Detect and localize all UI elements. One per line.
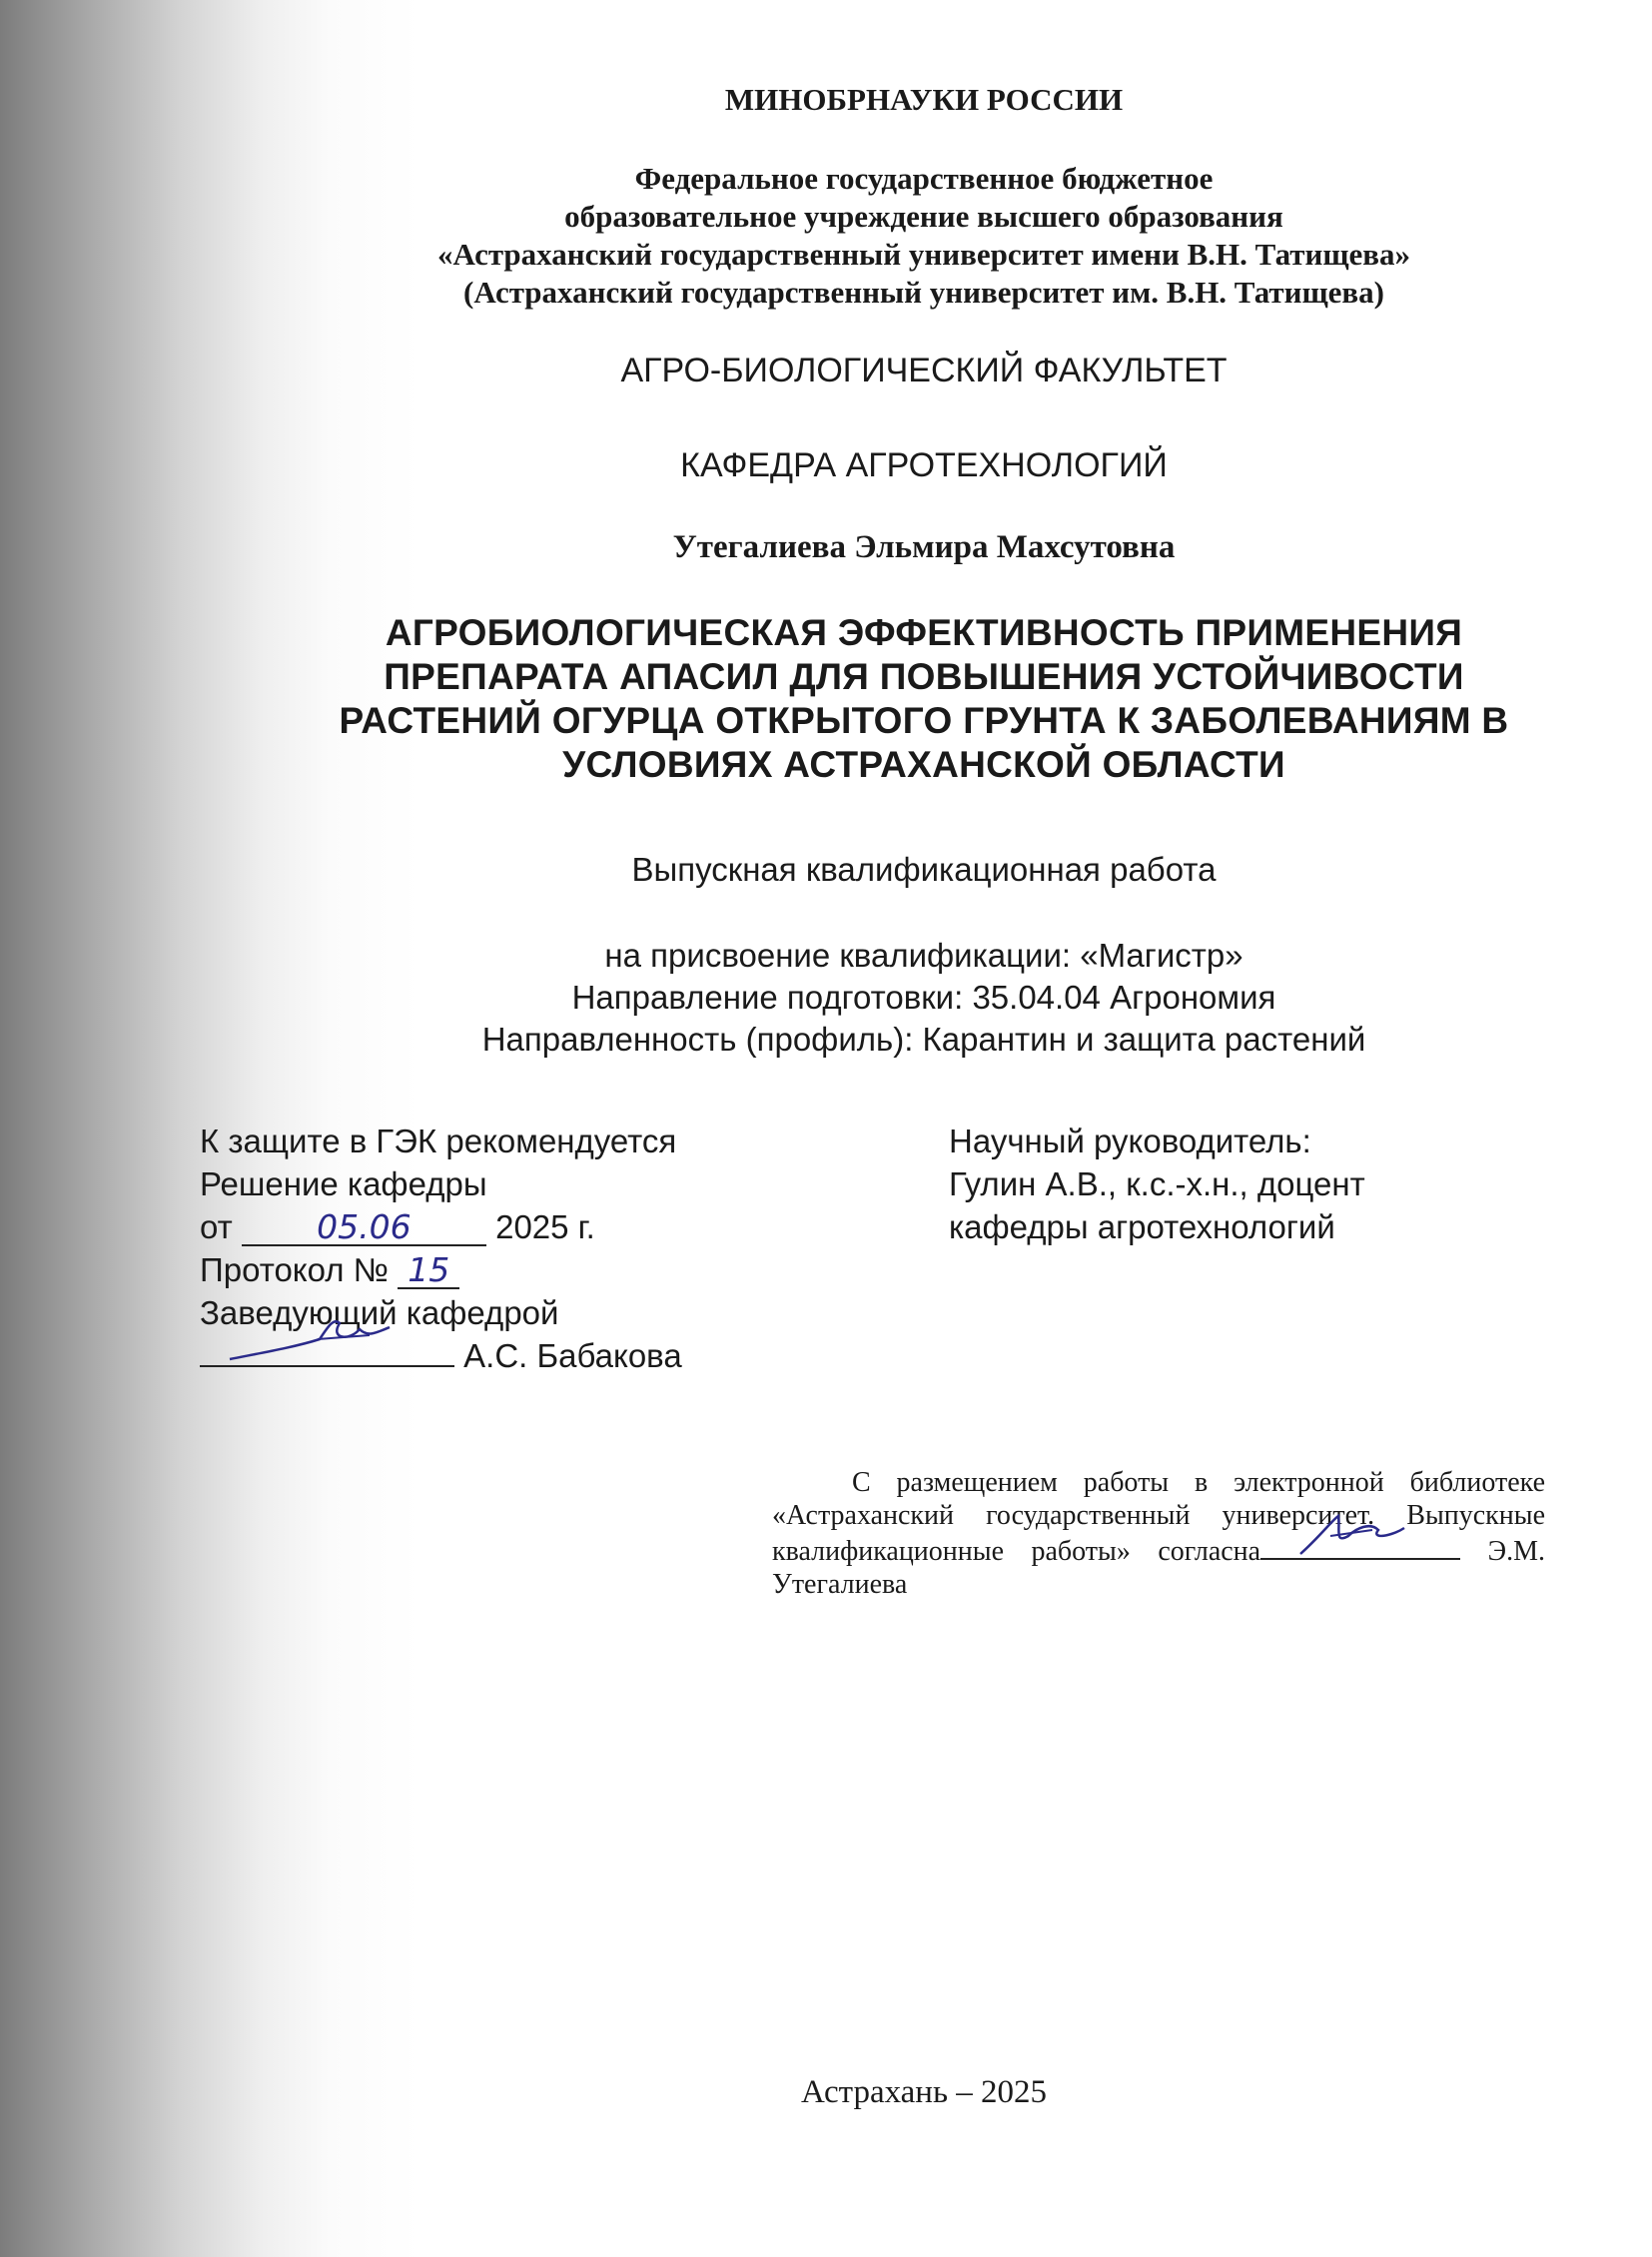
handwritten-protocol-number: 15 bbox=[398, 1253, 459, 1289]
qualification-line: Направленность (профиль): Карантин и защита растений bbox=[481, 1021, 1366, 1058]
supervisor-label: Научный руководитель: bbox=[949, 1123, 1311, 1159]
decision-date-row bbox=[200, 1205, 682, 1248]
institution-line: Федеральное государственное бюджетное bbox=[634, 161, 1214, 196]
protocol-prefix: Протокол № bbox=[200, 1251, 390, 1288]
head-signature bbox=[200, 1309, 400, 1369]
qualification-line: на присвоение квалификации: «Магистр» bbox=[604, 937, 1243, 974]
institution-block bbox=[240, 160, 1608, 312]
consent-text: С размещением работы в электронной библиотеке «Астраханский государственный университет. Выпускные квалификационные работы» согласна bbox=[772, 1467, 1545, 1567]
qualification-line: Направление подготовки: 35.04.04 Агрономия bbox=[571, 979, 1276, 1016]
institution-line: (Астраханский государственный университет им. В.Н. Татищева) bbox=[463, 275, 1384, 310]
library-consent bbox=[772, 1466, 1545, 1601]
city-year: Астрахань – 2025 bbox=[800, 2074, 1048, 2110]
supervisor-block bbox=[949, 1120, 1365, 1248]
head-signature-row bbox=[200, 1334, 682, 1377]
title-line: РАСТЕНИЙ ОГУРЦА ОТКРЫТОГО ГРУНТА К ЗАБОЛЕВАНИЯМ В bbox=[339, 700, 1509, 741]
title-line: УСЛОВИЯХ АСТРАХАНСКОЙ ОБЛАСТИ bbox=[562, 744, 1285, 785]
approval-line: К защите в ГЭК рекомендуется bbox=[200, 1123, 677, 1159]
author-signature bbox=[1260, 1506, 1450, 1562]
date-prefix: от bbox=[200, 1208, 233, 1245]
title-line: АГРОБИОЛОГИЧЕСКАЯ ЭФФЕКТИВНОСТЬ ПРИМЕНЕНИЯ bbox=[385, 612, 1463, 653]
qualification-block bbox=[240, 935, 1608, 1061]
protocol-row bbox=[200, 1248, 682, 1291]
work-type: Выпускная квалификационная работа bbox=[631, 851, 1217, 888]
department-decision: Решение кафедры bbox=[200, 1165, 487, 1202]
approval-block bbox=[200, 1120, 682, 1377]
institution-line: образовательное учреждение высшего образования bbox=[564, 199, 1283, 234]
thesis-title bbox=[240, 611, 1608, 787]
author-name: Утегалиева Эльмира Махсутовна bbox=[672, 529, 1176, 565]
institution-line: «Астраханский государственный университет имени В.Н. Татищева» bbox=[436, 237, 1411, 272]
date-suffix: 2025 г. bbox=[495, 1208, 595, 1245]
department-name: КАФЕДРА АГРОТЕХНОЛОГИЙ bbox=[680, 446, 1168, 484]
consent-author-name: Э.М. Утегалиева bbox=[772, 1536, 1545, 1600]
head-label: Заведующий кафедрой bbox=[200, 1294, 559, 1331]
handwritten-date: 05.06 bbox=[242, 1210, 486, 1246]
ministry-name: МИНОБРНАУКИ РОССИИ bbox=[724, 82, 1124, 117]
head-name: А.С. Бабакова bbox=[463, 1337, 682, 1374]
supervisor-name: Гулин А.В., к.с.-х.н., доцент bbox=[949, 1165, 1365, 1202]
supervisor-position: кафедры агротехнологий bbox=[949, 1208, 1335, 1245]
faculty-name: АГРО-БИОЛОГИЧЕСКИЙ ФАКУЛЬТЕТ bbox=[620, 352, 1228, 389]
title-line: ПРЕПАРАТА АПАСИЛ ДЛЯ ПОВЫШЕНИЯ УСТОЙЧИВОСТИ bbox=[384, 656, 1464, 697]
author-signature-line bbox=[1260, 1532, 1460, 1560]
head-signature-line bbox=[200, 1335, 454, 1367]
